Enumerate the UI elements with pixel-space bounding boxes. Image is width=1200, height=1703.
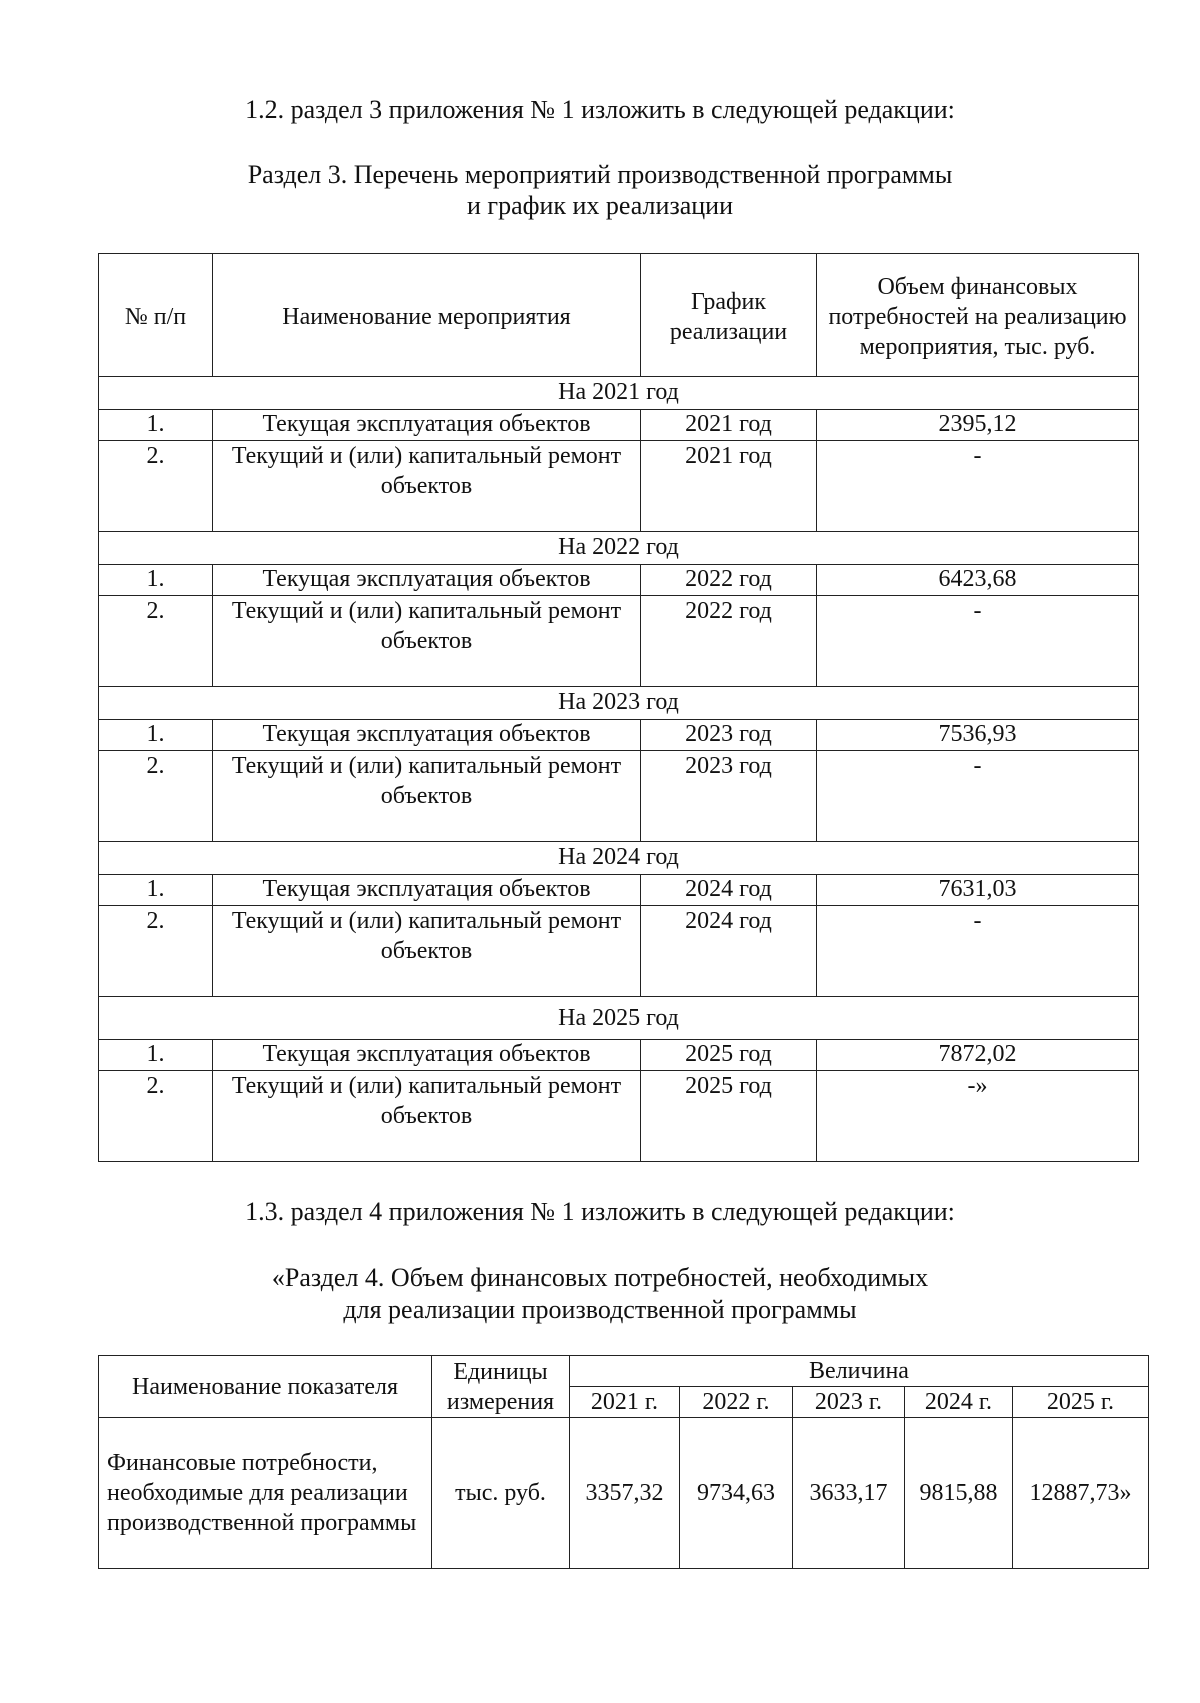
row-num: 1.: [99, 720, 213, 751]
row-activity-name: Текущий и (или) капитальный ремонт объектов: [213, 751, 641, 842]
section-3-title-line-2: и график их реализации: [467, 191, 733, 220]
row-value: 3357,32: [570, 1418, 680, 1569]
row-num: 1.: [99, 565, 213, 596]
row-activity-name: Текущая эксплуатация объектов: [213, 720, 641, 751]
row-num: 2.: [99, 441, 213, 532]
row-activity-name: Текущая эксплуатация объектов: [213, 410, 641, 441]
table-row: [99, 720, 1139, 751]
row-schedule: 2022 год: [641, 565, 817, 596]
row-schedule: 2022 год: [641, 596, 817, 687]
row-schedule: 2025 год: [641, 1071, 817, 1162]
row-value: 9815,88: [905, 1418, 1013, 1569]
section-4-title-line-1: «Раздел 4. Объем финансовых потребностей, необходимых: [271, 1263, 929, 1292]
row-activity-name: Текущая эксплуатация объектов: [213, 565, 641, 596]
header-year: 2024 г.: [905, 1387, 1013, 1418]
table-row: [99, 1040, 1139, 1071]
row-schedule: 2023 год: [641, 720, 817, 751]
row-volume: -: [817, 751, 1139, 842]
table-row: [99, 1071, 1139, 1162]
header-year: 2023 г.: [793, 1387, 905, 1418]
section-4-title-line-2: для реализации производственной программы: [343, 1295, 857, 1324]
row-num: 2.: [99, 751, 213, 842]
table-row: [99, 1418, 1149, 1569]
instruction-1-3: 1.3. раздел 4 приложения № 1 изложить в следующей редакции:: [245, 1197, 955, 1226]
row-volume: -: [817, 906, 1139, 997]
header-year: 2021 г.: [570, 1387, 680, 1418]
header-year: 2022 г.: [680, 1387, 793, 1418]
activities-table-header: [99, 254, 1139, 377]
row-schedule: 2025 год: [641, 1040, 817, 1071]
row-schedule: 2023 год: [641, 751, 817, 842]
header-financial-volume: Объем финансовых потребностей на реализацию мероприятия, тыс. руб.: [817, 254, 1139, 377]
header-year: 2025 г.: [1013, 1387, 1149, 1418]
row-num: 1.: [99, 1040, 213, 1071]
year-row: [99, 377, 1139, 410]
table-row: [99, 441, 1139, 532]
year-row: [99, 997, 1139, 1040]
row-volume: 2395,12: [817, 410, 1139, 441]
header-unit: Единицы измерения: [432, 1356, 570, 1418]
year-label: На 2021 год: [99, 377, 1139, 410]
row-num: 2.: [99, 596, 213, 687]
row-activity-name: Текущий и (или) капитальный ремонт объектов: [213, 906, 641, 997]
year-label: На 2025 год: [99, 997, 1139, 1040]
year-row: [99, 687, 1139, 720]
table-row: [99, 875, 1139, 906]
row-activity-name: Текущая эксплуатация объектов: [213, 875, 641, 906]
row-num: 2.: [99, 1071, 213, 1162]
row-value: 12887,73»: [1013, 1418, 1149, 1569]
row-volume: -»: [817, 1071, 1139, 1162]
row-activity-name: Текущая эксплуатация объектов: [213, 1040, 641, 1071]
row-activity-name: Текущий и (или) капитальный ремонт объектов: [213, 441, 641, 532]
row-num: 1.: [99, 410, 213, 441]
row-volume: 7536,93: [817, 720, 1139, 751]
header-schedule: График реализации: [641, 254, 817, 377]
row-volume: 7872,02: [817, 1040, 1139, 1071]
row-schedule: 2021 год: [641, 441, 817, 532]
table-row: [99, 751, 1139, 842]
row-volume: -: [817, 441, 1139, 532]
row-value: 9734,63: [680, 1418, 793, 1569]
year-label: На 2022 год: [99, 532, 1139, 565]
activities-table: [98, 253, 1139, 1162]
row-schedule: 2024 год: [641, 906, 817, 997]
header-activity-name: Наименование мероприятия: [213, 254, 641, 377]
year-label: На 2024 год: [99, 842, 1139, 875]
row-volume: 6423,68: [817, 565, 1139, 596]
instruction-1-2: 1.2. раздел 3 приложения № 1 изложить в следующей редакции:: [245, 95, 955, 124]
row-unit: тыс. руб.: [432, 1418, 570, 1569]
table-row: [99, 906, 1139, 997]
year-row: [99, 532, 1139, 565]
financial-needs-table: [98, 1355, 1149, 1569]
row-activity-name: Текущий и (или) капитальный ремонт объектов: [213, 1071, 641, 1162]
table-row: [99, 410, 1139, 441]
table-row: [99, 565, 1139, 596]
row-volume: -: [817, 596, 1139, 687]
section-3-title-line-1: Раздел 3. Перечень мероприятий производственной программы: [247, 160, 953, 189]
row-num: 1.: [99, 875, 213, 906]
row-schedule: 2021 год: [641, 410, 817, 441]
year-label: На 2023 год: [99, 687, 1139, 720]
row-num: 2.: [99, 906, 213, 997]
table-row: [99, 596, 1139, 687]
row-value: 3633,17: [793, 1418, 905, 1569]
header-indicator: Наименование показателя: [99, 1356, 432, 1418]
row-activity-name: Текущий и (или) капитальный ремонт объектов: [213, 596, 641, 687]
row-volume: 7631,03: [817, 875, 1139, 906]
row-indicator: Финансовые потребности, необходимые для реализации производственной программы: [99, 1418, 432, 1569]
financial-table-header-top: [99, 1356, 1149, 1387]
year-row: [99, 842, 1139, 875]
row-schedule: 2024 год: [641, 875, 817, 906]
header-num: № п/п: [99, 254, 213, 377]
header-value: Величина: [570, 1356, 1149, 1387]
